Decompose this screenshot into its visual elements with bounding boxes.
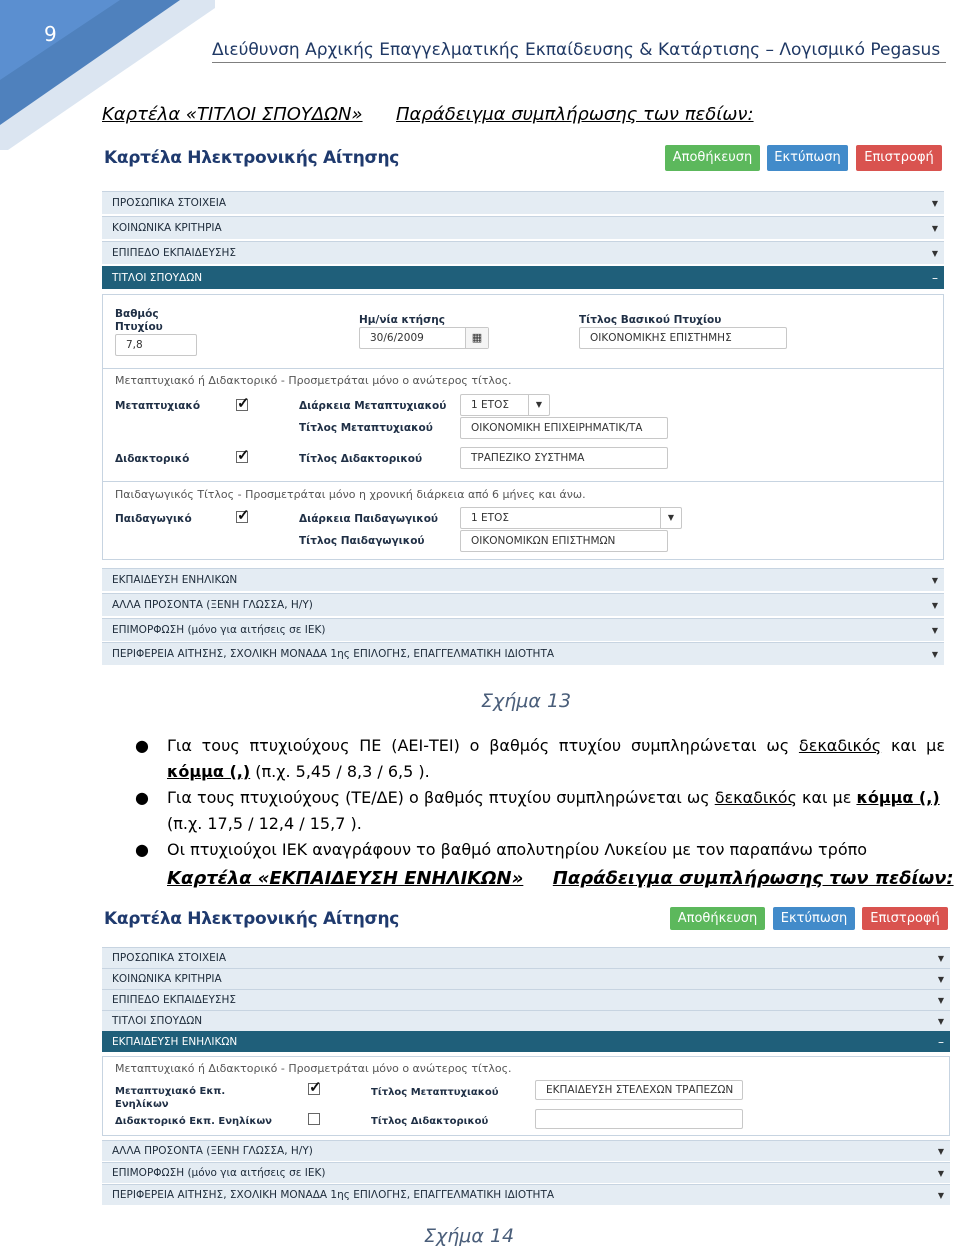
grade-label: Βαθμός Πτυχίου <box>115 308 163 333</box>
calendar-icon[interactable]: ▦ <box>465 328 488 348</box>
print-button[interactable]: Εκτύπωση <box>773 907 855 930</box>
masters-duration-select[interactable]: 1 ΕΤΟΣ ▼ <box>460 394 550 416</box>
section-heading-1 <box>102 104 754 125</box>
chevron-down-icon: ▼ <box>937 996 944 1005</box>
list-item: ● Για τους πτυχιούχους (ΤΕ/ΔΕ) ο βαθμός πτυχίου συμπληρώνεται ως δεκαδικός και με κόμμα (,) (π.χ. 17,5 / 12,4 / 15,7 ). <box>130 785 945 837</box>
pedagogical-note: Παιδαγωγικός Τίτλος - Προσμετράται μόνο η χρονική διάρκεια από 6 μήνες και άνω. <box>115 488 586 501</box>
section-heading-2 <box>167 868 954 889</box>
section-training[interactable]: ΕΠΙΜΟΡΦΩΣΗ (μόνο για αιτήσεις σε ΙΕΚ) ▼ <box>102 618 944 641</box>
masters-adult-checkbox[interactable] <box>308 1083 320 1095</box>
titles-panel <box>102 294 944 560</box>
chevron-down-icon: ▼ <box>931 249 938 258</box>
section-personal[interactable]: ΠΡΟΣΩΠΙΚΑ ΣΤΟΙΧΕΙΑ ▼ <box>102 947 950 968</box>
masters-checkbox[interactable] <box>236 399 248 411</box>
back-button[interactable]: Επιστροφή <box>862 907 948 930</box>
print-button[interactable]: Εκτύπωση <box>767 145 848 171</box>
header-divider <box>212 62 946 63</box>
basic-title-label: Τίτλος Βασικού Πτυχίου <box>579 314 722 326</box>
masters-duration-label: Διάρκεια Μεταπτυχιακού <box>299 400 447 412</box>
bullet-icon: ● <box>135 840 149 859</box>
chevron-down-icon: ▼ <box>931 650 938 659</box>
chevron-down-icon: ▼ <box>937 954 944 963</box>
phd-title-label: Τίτλος Διδακτορικού <box>299 453 423 465</box>
masters-label: Μεταπτυχιακό <box>115 400 201 412</box>
divider <box>103 368 943 369</box>
pedagogical-duration-select[interactable]: 1 ΕΤΟΣ ▼ <box>460 507 682 529</box>
section-titles-active[interactable]: ΤΙΤΛΟΙ ΣΠΟΥΔΩΝ – <box>102 266 944 289</box>
chevron-down-icon: ▼ <box>931 576 938 585</box>
phd-checkbox[interactable] <box>236 451 248 463</box>
section-education-level[interactable]: ΕΠΙΠΕΔΟ ΕΚΠΑΙΔΕΥΣΗΣ ▼ <box>102 241 944 264</box>
phd-label: Διδακτορικό <box>115 453 190 465</box>
basic-title-input[interactable]: ΟΙΚΟΝΟΜΙΚΗΣ ΕΠΙΣΤΗΜΗΣ <box>579 327 787 349</box>
phd-title-label: Τίτλος Διδακτορικού <box>371 1116 489 1127</box>
chevron-down-icon: ▼ <box>931 224 938 233</box>
divider <box>103 481 943 482</box>
section-other-qualifications[interactable]: ΑΛΛΑ ΠΡΟΣΟΝΤΑ (ΞΕΝΗ ΓΛΩΣΣΑ, Η/Υ) ▼ <box>102 1140 950 1161</box>
section-region[interactable]: ΠΕΡΙΦΕΡΕΙΑ ΑΙΤΗΣΗΣ, ΣΧΟΛΙΚΗ ΜΟΝΑΔΑ 1ης ΕΠΙΛΟΓΗΣ, ΕΠΑΓΓΕΛΜΑΤΙΚΗ ΙΔΙΟΤΗΤΑ ▼ <box>102 642 944 665</box>
figure-caption-13: Σχήμα 13 <box>481 690 572 712</box>
date-label: Ημ/νία κτήσης <box>359 314 445 326</box>
bullet-icon: ● <box>135 788 149 807</box>
postgrad-note: Μεταπτυχιακό ή Διδακτορικό - Προσμετράται μόνο ο ανώτερος τίτλος. <box>115 1062 512 1075</box>
document-header: Διεύθυνση Αρχικής Επαγγελματικής Εκπαίδευσης & Κατάρτισης – Λογισμικό Pegasus <box>212 40 941 60</box>
pedagogical-title-label: Τίτλος Παιδαγωγικού <box>299 535 425 547</box>
chevron-down-icon: ▼ <box>931 199 938 208</box>
figure-caption-14: Σχήμα 14 <box>424 1225 515 1247</box>
section-social[interactable]: ΚΟΙΝΩΝΙΚΑ ΚΡΙΤΗΡΙΑ ▼ <box>102 216 944 239</box>
pedagogical-title-input[interactable]: ΟΙΚΟΝΟΜΙΚΩΝ ΕΠΙΣΤΗΜΩΝ <box>460 530 668 552</box>
phd-adult-label: Διδακτορικό Εκπ. Ενηλίκων <box>115 1116 272 1127</box>
pedagogical-label: Παιδαγωγικό <box>115 513 192 525</box>
section-titles[interactable]: ΤΙΤΛΟΙ ΣΠΟΥΔΩΝ ▼ <box>102 1010 950 1031</box>
save-button[interactable]: Αποθήκευση <box>665 145 760 171</box>
section-training[interactable]: ΕΠΙΜΟΡΦΩΣΗ (μόνο για αιτήσεις σε ΙΕΚ) ▼ <box>102 1162 950 1183</box>
list-item: ● Οι πτυχιούχοι ΙΕΚ αναγράφουν το βαθμό απολυτηρίου Λυκείου με τον παραπάνω τρόπο <box>130 837 945 863</box>
section-education-level[interactable]: ΕΠΙΠΕΔΟ ΕΚΠΑΙΔΕΥΣΗΣ ▼ <box>102 989 950 1010</box>
section-social[interactable]: ΚΟΙΝΩΝΙΚΑ ΚΡΙΤΗΡΙΑ ▼ <box>102 968 950 989</box>
section-adult-education[interactable]: ΕΚΠΑΙΔΕΥΣΗ ΕΝΗΛΙΚΩΝ ▼ <box>102 568 944 591</box>
heading-example-text: Παράδειγμα συμπλήρωσης των πεδίων: <box>552 868 954 889</box>
phd-title-input[interactable] <box>535 1109 743 1129</box>
adult-education-panel <box>102 1056 950 1136</box>
pedagogical-duration-label: Διάρκεια Παιδαγωγικού <box>299 513 439 525</box>
application-form-1 <box>102 142 944 672</box>
masters-adult-label: Μεταπτυχιακό Εκπ. Ενηλίκων <box>115 1086 226 1110</box>
dropdown-arrow-icon: ▼ <box>660 508 681 528</box>
list-item: ● Για τους πτυχιούχους ΠΕ (ΑΕΙ-ΤΕΙ) ο βαθμός πτυχίου συμπληρώνεται ως δεκαδικός και με κόμμα (,) (π.χ. 5,45 / 8,3 / 6,5 ). <box>130 733 945 785</box>
minus-icon: – <box>932 271 938 285</box>
form-title: Καρτέλα Ηλεκτρονικής Αίτησης <box>104 148 400 168</box>
masters-title-input[interactable]: ΕΚΠΑΙΔΕΥΣΗ ΣΤΕΛΕΧΩΝ ΤΡΑΠΕΖΩΝ <box>535 1080 743 1100</box>
heading-example-text: Παράδειγμα συμπλήρωσης των πεδίων: <box>396 104 754 125</box>
section-other-qualifications[interactable]: ΑΛΛΑ ΠΡΟΣΟΝΤΑ (ΞΕΝΗ ΓΛΩΣΣΑ, Η/Υ) ▼ <box>102 593 944 616</box>
date-input[interactable]: 30/6/2009 ▦ <box>359 327 489 349</box>
section-personal[interactable]: ΠΡΟΣΩΠΙΚΑ ΣΤΟΙΧΕΙΑ ▼ <box>102 191 944 214</box>
chevron-down-icon: ▼ <box>937 975 944 984</box>
minus-icon: – <box>938 1035 944 1049</box>
section-adult-education-active[interactable]: ΕΚΠΑΙΔΕΥΣΗ ΕΝΗΛΙΚΩΝ – <box>102 1031 950 1052</box>
bullet-icon: ● <box>135 736 149 755</box>
heading-tab-name: Καρτέλα «ΤΙΤΛΟΙ ΣΠΟΥΔΩΝ» <box>102 104 363 125</box>
chevron-down-icon: ▼ <box>937 1147 944 1156</box>
masters-title-label: Τίτλος Μεταπτυχιακού <box>371 1087 499 1098</box>
dropdown-arrow-icon: ▼ <box>528 395 549 415</box>
chevron-down-icon: ▼ <box>931 601 938 610</box>
phd-title-input[interactable]: ΤΡΑΠΕΖΙΚΟ ΣΥΣΤΗΜΑ <box>460 447 668 469</box>
save-button[interactable]: Αποθήκευση <box>670 907 765 930</box>
grade-input[interactable]: 7,8 <box>115 334 197 356</box>
chevron-down-icon: ▼ <box>931 626 938 635</box>
masters-title-input[interactable]: ΟΙΚΟΝΟΜΙΚΗ ΕΠΙΧΕΙΡΗΜΑΤΙΚ/ΤΑ <box>460 417 668 439</box>
form-title: Καρτέλα Ηλεκτρονικής Αίτησης <box>104 909 400 929</box>
page-number: 9 <box>44 22 57 46</box>
section-region[interactable]: ΠΕΡΙΦΕΡΕΙΑ ΑΙΤΗΣΗΣ, ΣΧΟΛΙΚΗ ΜΟΝΑΔΑ 1ης ΕΠΙΛΟΓΗΣ, ΕΠΑΓΓΕΛΜΑΤΙΚΗ ΙΔΙΟΤΗΤΑ ▼ <box>102 1184 950 1205</box>
pedagogical-checkbox[interactable] <box>236 511 248 523</box>
chevron-down-icon: ▼ <box>937 1017 944 1026</box>
page-corner-decoration <box>0 0 215 150</box>
instruction-list <box>130 733 945 863</box>
chevron-down-icon: ▼ <box>937 1191 944 1200</box>
chevron-down-icon: ▼ <box>937 1169 944 1178</box>
back-button[interactable]: Επιστροφή <box>856 145 942 171</box>
application-form-2 <box>102 904 950 1206</box>
heading-tab-name: Καρτέλα «ΕΚΠΑΙΔΕΥΣΗ ΕΝΗΛΙΚΩΝ» <box>167 868 524 889</box>
phd-adult-checkbox[interactable] <box>308 1113 320 1125</box>
postgrad-note: Μεταπτυχιακό ή Διδακτορικό - Προσμετράται μόνο ο ανώτερος τίτλος. <box>115 374 512 387</box>
masters-title-label: Τίτλος Μεταπτυχιακού <box>299 422 433 434</box>
